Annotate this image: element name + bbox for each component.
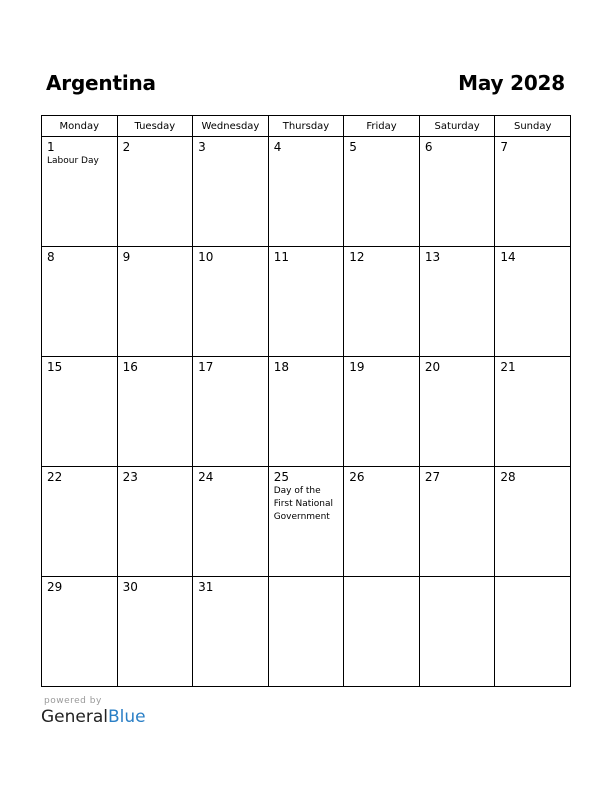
- day-number: 9: [122, 250, 131, 264]
- weekday-header-monday: Monday: [42, 116, 118, 137]
- empty-day-cell: [344, 577, 420, 687]
- day-cell-28: [495, 467, 571, 577]
- day-cell-4: [268, 137, 344, 247]
- day-number: 11: [273, 250, 289, 264]
- week-row: [42, 137, 571, 247]
- logo-blue-text: Blue: [108, 707, 146, 727]
- day-cell-27: [419, 467, 495, 577]
- day-cell-23: [117, 467, 193, 577]
- day-cell-11: [268, 247, 344, 357]
- holiday-label: Labour Day: [47, 156, 99, 166]
- day-number: 28: [500, 470, 516, 484]
- day-cell-1: [42, 137, 118, 247]
- week-row: [42, 467, 571, 577]
- day-cell-24: [193, 467, 269, 577]
- empty-day-cell: [268, 577, 344, 687]
- day-number: 10: [198, 250, 214, 264]
- day-number: 25: [273, 470, 289, 484]
- day-number: 3: [198, 140, 206, 154]
- weekday-header-sunday: Sunday: [495, 116, 571, 137]
- day-number: 6: [424, 140, 433, 154]
- logo-general-text: General: [41, 707, 108, 727]
- generalblue-logo: [41, 707, 146, 727]
- day-number: 27: [424, 470, 441, 484]
- day-number: 23: [122, 470, 138, 484]
- day-number: 5: [349, 140, 357, 154]
- day-cell-17: [193, 357, 269, 467]
- day-cell-3: [193, 137, 269, 247]
- day-cell-2: [117, 137, 193, 247]
- day-cell-29: [42, 577, 118, 687]
- powered-by-text: powered by: [44, 696, 102, 706]
- day-number: 19: [349, 360, 365, 374]
- day-cell-20: [419, 357, 495, 467]
- day-number: 24: [198, 470, 214, 484]
- day-cell-5: [344, 137, 420, 247]
- day-cell-26: [344, 467, 420, 577]
- day-cell-31: [193, 577, 269, 687]
- day-cell-12: [344, 247, 420, 357]
- day-cell-13: [419, 247, 495, 357]
- day-number: 30: [122, 580, 138, 594]
- week-row: [42, 577, 571, 687]
- day-cell-22: [42, 467, 118, 577]
- calendar-grid: [41, 115, 571, 687]
- week-row: [42, 247, 571, 357]
- day-number: 2: [122, 140, 131, 154]
- day-cell-21: [495, 357, 571, 467]
- empty-day-cell: [495, 577, 571, 687]
- day-number: 17: [198, 360, 214, 374]
- day-cell-19: [344, 357, 420, 467]
- day-number: 4: [273, 140, 282, 154]
- day-number: 14: [500, 250, 516, 264]
- weekday-header-tuesday: Tuesday: [117, 116, 193, 137]
- day-number: 31: [198, 580, 214, 594]
- day-cell-9: [117, 247, 193, 357]
- day-number: 18: [273, 360, 289, 374]
- day-cell-8: [42, 247, 118, 357]
- day-number: [344, 577, 419, 580]
- day-cell-10: [193, 247, 269, 357]
- day-cell-7: [495, 137, 571, 247]
- weekday-header-wednesday: Wednesday: [193, 116, 269, 137]
- day-number: 21: [500, 360, 516, 374]
- day-number: 7: [500, 140, 509, 154]
- day-number: 29: [47, 580, 63, 594]
- weekday-header-thursday: Thursday: [268, 116, 344, 137]
- day-cell-18: [268, 357, 344, 467]
- day-number: 13: [424, 250, 441, 264]
- day-number: 26: [349, 470, 365, 484]
- day-cell-30: [117, 577, 193, 687]
- month-year-title: May 2028: [458, 71, 565, 95]
- day-number: 15: [47, 360, 63, 374]
- day-number: 22: [47, 470, 63, 484]
- country-title: Argentina: [46, 71, 156, 95]
- weekday-header-saturday: Saturday: [419, 116, 495, 137]
- week-row: [42, 357, 571, 467]
- day-number: 20: [424, 360, 441, 374]
- day-cell-16: [117, 357, 193, 467]
- day-number: 1: [47, 140, 55, 154]
- day-number: [495, 577, 570, 580]
- weekday-header-row: [42, 116, 571, 137]
- day-number: [269, 577, 344, 580]
- empty-day-cell: [419, 577, 495, 687]
- day-cell-25: [268, 467, 344, 577]
- day-number: 8: [47, 250, 55, 264]
- day-cell-14: [495, 247, 571, 357]
- day-number: 12: [349, 250, 365, 264]
- weekday-header-friday: Friday: [344, 116, 420, 137]
- day-number: 16: [122, 360, 138, 374]
- day-cell-6: [419, 137, 495, 247]
- day-cell-15: [42, 357, 118, 467]
- holiday-label: Day of the First National Government: [273, 486, 333, 522]
- day-number: [420, 577, 495, 580]
